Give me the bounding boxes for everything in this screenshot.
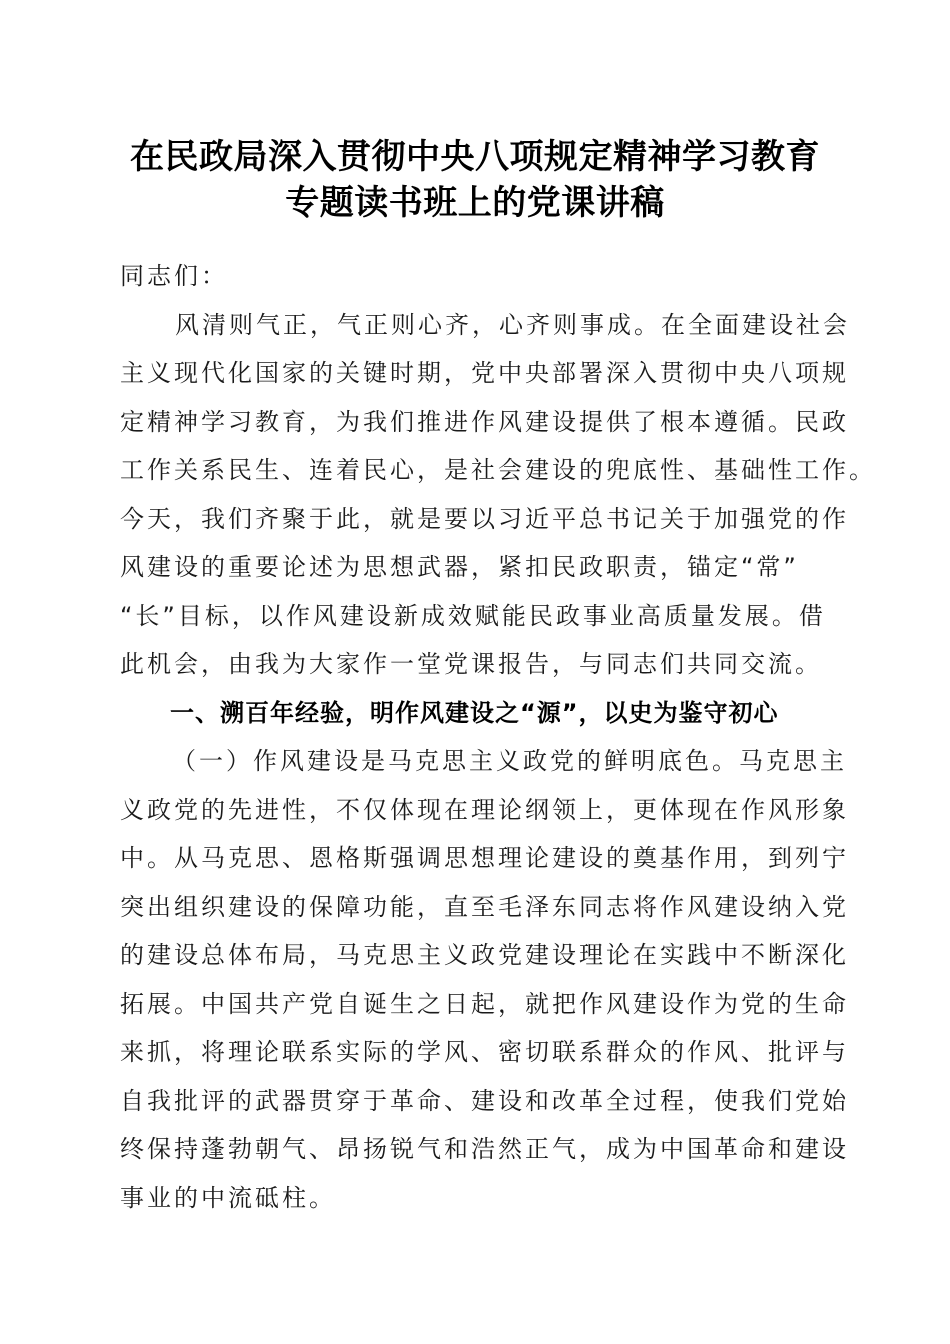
paragraph-line: 此机会，由我为大家作一堂党课报告，与同志们共同交流。: [120, 650, 822, 678]
section-heading: 一、溯百年经验，明作风建设之“源”，以史为鉴守初心: [170, 698, 779, 727]
paragraph-line: 定精神学习教育，为我们推进作风建设提供了根本遵循。民政: [120, 407, 849, 436]
section-paragraph: [120, 737, 849, 1222]
paragraph-line: 中。从马克思、恩格斯强调思想理论建设的奠基作用，到列宁: [120, 844, 849, 872]
paragraph-line: 今天，我们齐聚于此，就是要以习近平总书记关于加强党的作: [120, 504, 849, 533]
paragraph-line: （一）作风建设是马克思主义政党的鲜明底色。马克思主: [172, 747, 847, 775]
paragraph-line: 自我批评的武器贯穿于革命、建设和改革全过程，使我们党始: [120, 1086, 849, 1115]
intro-paragraph: [120, 301, 876, 689]
paragraph-line: 事业的中流砥柱。: [120, 1183, 336, 1212]
document-body: [120, 252, 876, 1222]
paragraph-line: 风清则气正，气正则心齐，心齐则事成。在全面建设社会: [175, 310, 850, 339]
salutation: 同志们：: [120, 262, 228, 290]
document-title: [100, 134, 850, 226]
paragraph-line: “长”目标，以作风建设新成效赋能民政事业高质量发展。借: [120, 601, 826, 630]
paragraph-line: 突出组织建设的保障功能，直至毛泽东同志将作风建设纳入党: [120, 892, 849, 921]
paragraph-line: 义政党的先进性，不仅体现在理论纲领上，更体现在作风形象: [120, 795, 849, 824]
paragraph-line: 来抓，将理论联系实际的学风、密切联系群众的作风、批评与: [120, 1038, 849, 1066]
paragraph-line: 风建设的重要论述为思想武器，紧扣民政职责，锚定“常”: [120, 553, 799, 581]
paragraph-line: 终保持蓬勃朝气、昂扬锐气和浩然正气，成为中国革命和建设: [120, 1135, 849, 1163]
paragraph-line: 的建设总体布局，马克思主义政党建设理论在实践中不断深化: [120, 941, 849, 969]
paragraph-line: 主义现代化国家的关键时期，党中央部署深入贯彻中央八项规: [120, 359, 849, 387]
paragraph-line: 工作关系民生、连着民心，是社会建设的兜底性、基础性工作。: [120, 456, 876, 484]
paragraph-line: 拓展。中国共产党自诞生之日起，就把作风建设作为党的生命: [120, 989, 849, 1018]
title-line-2: 专题读书班上的党课讲稿: [285, 183, 665, 223]
title-line-1: 在民政局深入贯彻中央八项规定精神学习教育: [130, 137, 820, 177]
